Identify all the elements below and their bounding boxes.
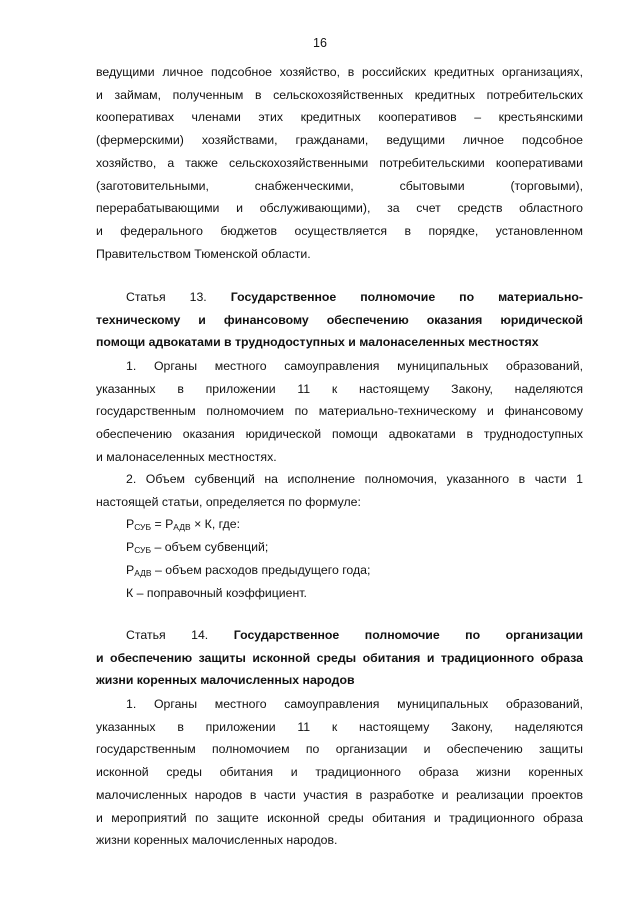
article-14-title-line: и обеспечению защиты исконной среды обитания и традиционного образа	[96, 650, 583, 665]
continuation-paragraph	[96, 61, 583, 265]
article-13-title: Государственное полномочие по материально-	[230, 290, 584, 304]
text-line: и малонаселенных местностях.	[96, 449, 277, 464]
text-line: и федерального бюджетов осуществляется в порядке, установленном	[96, 223, 583, 238]
page-number: 16	[313, 36, 327, 50]
article-13-label: Статья 13.	[126, 290, 207, 304]
text-line: и займам, полученным в сельскохозяйственных кредитных потребительских	[96, 87, 583, 102]
text-line: 1. Органы местного самоуправления муниципальных образований,	[126, 697, 583, 711]
text-line: 1. Органы местного самоуправления муниципальных образований,	[126, 359, 583, 373]
article-14-title: Государственное полномочие по организации	[233, 628, 584, 642]
article-14-paragraph-1	[96, 693, 583, 852]
text-line: указанных в приложении 11 к настоящему Закону, наделяются	[96, 719, 583, 734]
text-line: кооперативах членами этих кредитных кооперативов – крестьянскими	[96, 110, 583, 125]
text-line: (фермерскими) хозяйствами, гражданами, ведущими личное подсобное	[96, 133, 583, 148]
text-line: 2. Объем субвенций на исполнение полномочия, указанного в части 1	[126, 472, 583, 486]
text-line: перерабатывающими и обслуживающими), за счет средств областного	[96, 201, 583, 216]
text-line: малочисленных народов в части участия в разработке и реализации проектов	[96, 787, 583, 802]
text-line: государственным полномочием по организации и обеспечению защиты	[96, 742, 583, 757]
text-line: жизни коренных малочисленных народов.	[96, 833, 338, 848]
article-13-title-line: помощи адвокатами в труднодоступных и малонаселенных местностях	[96, 335, 539, 350]
article-13-heading	[96, 286, 583, 354]
text-line: указанных в приложении 11 к настоящему Закону, наделяются	[96, 381, 583, 396]
formula-definition: $Р_{АДВ}$ – объем расходов предыдущего года;	[126, 562, 371, 578]
article-14-title-line	[96, 624, 583, 647]
text-line: и мероприятий по защите исконной среды обитания и традиционного образа	[96, 810, 583, 825]
formula-definition: К – поправочный коэффициент.	[126, 585, 307, 600]
article-14-heading	[96, 624, 583, 692]
article-13-title-line: техническому и финансовому обеспечению оказания юридической	[96, 312, 583, 327]
text-line: ведущими личное подсобное хозяйство, в российских кредитных организациях,	[96, 65, 583, 79]
text-line: (заготовительными, снабженческими, сбытовыми (торговыми),	[96, 178, 583, 193]
text-line: Правительством Тюменской области.	[96, 246, 311, 261]
article-14-label: Статья 14.	[126, 628, 209, 642]
formula-definition: $Р_{СУБ}$ – объем субвенций;	[126, 540, 269, 556]
article-13-paragraph-2	[96, 468, 583, 604]
text-line: настоящей статьи, определяется по формуле:	[96, 494, 361, 509]
article-13-paragraph-1	[96, 355, 583, 469]
formula-line: $Р_{СУБ} = Р_{АДВ} \times К$, где:	[126, 517, 241, 533]
text-line: государственным полномочием по материально-техническому и финансовому	[96, 404, 583, 419]
text-line: хозяйство, а также сельскохозяйственными потребительскими кооперативами	[96, 155, 583, 170]
article-14-title-line: жизни коренных малочисленных народов	[96, 673, 355, 688]
article-13-title-line	[96, 286, 583, 309]
text-line: обеспечению оказания юридической помощи адвокатами в труднодоступных	[96, 427, 583, 442]
text-line: исконной среды обитания и традиционного образа жизни коренных	[96, 765, 583, 780]
